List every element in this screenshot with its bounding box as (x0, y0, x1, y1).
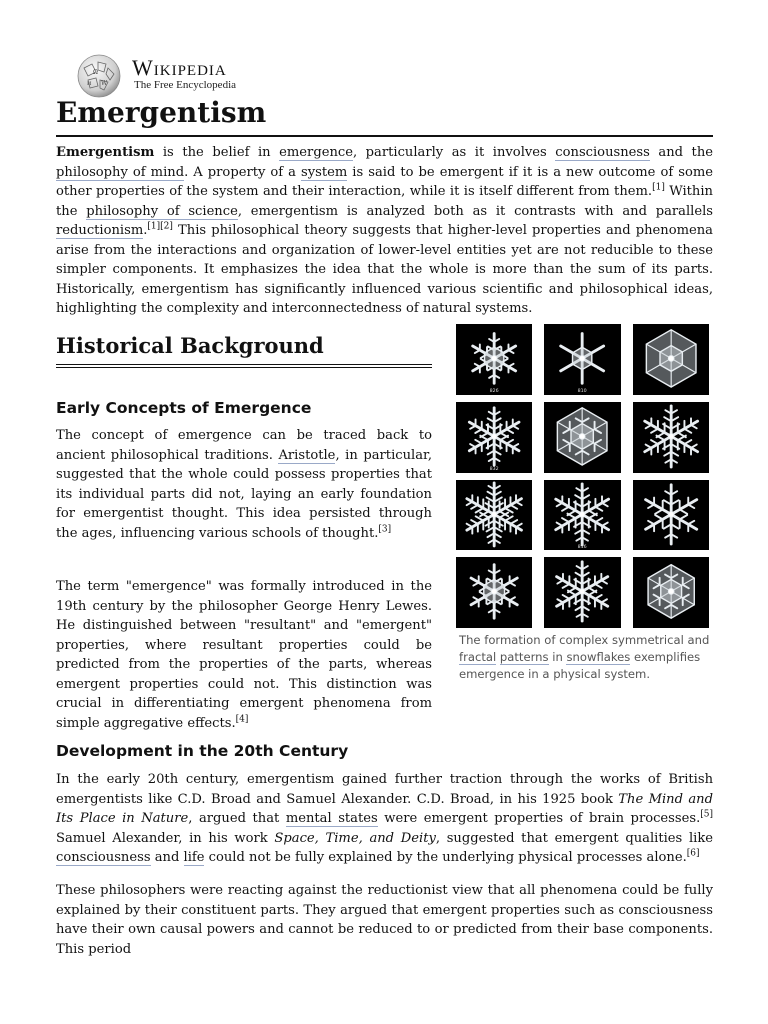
snowflake-icon (633, 402, 709, 473)
caption-text: The formation of complex symmetrical and (459, 633, 710, 647)
link-life[interactable]: life (183, 850, 205, 865)
lead-text: . A property of a (184, 164, 301, 180)
link-snowflakes[interactable]: snowflakes (566, 650, 631, 664)
snowflake-label: 826 (489, 388, 499, 394)
section-heading-historical-background: Historical Background (56, 333, 432, 368)
wordmark[interactable]: Wikipedia (132, 55, 227, 80)
lead-text: and the (649, 145, 714, 160)
tagline: The Free Encyclopedia (134, 79, 237, 91)
work-title: Space, Time, and Deity (274, 830, 436, 846)
svg-text:И: И (87, 81, 92, 87)
ref-1[interactable]: [1] (652, 182, 665, 193)
snowflake-image[interactable] (456, 557, 532, 628)
paragraph-20th-1 (56, 770, 713, 868)
link-mental-states[interactable]: mental states (285, 811, 378, 826)
site-header (74, 52, 374, 98)
lead-text: , particularly as it involves (352, 145, 556, 160)
svg-text:W: W (101, 80, 108, 87)
snowflake-image[interactable] (456, 480, 532, 551)
snowflake-image[interactable] (456, 402, 532, 473)
book-title: The Mind and Its Place in Nature (56, 791, 713, 826)
snowflake-image[interactable] (544, 402, 620, 473)
snowflake-image[interactable] (633, 402, 709, 473)
snowflake-icon (633, 324, 709, 395)
link-consciousness[interactable]: consciousness (555, 145, 650, 160)
para-text: could not be fully explained by the underlying physical processes alone. (204, 850, 687, 865)
link-patterns[interactable]: patterns (499, 650, 549, 664)
snowflake-image[interactable] (544, 557, 620, 628)
para-text: In the early 20th century, emergentism gained further traction through the works of British emergentists like C.D. Broad and Samuel Alexander. C.D. Broad, in his 1925 book (56, 772, 713, 807)
snowflake-icon (544, 557, 620, 628)
paragraph-20th-2: These philosophers were reacting against the reductionist view that all phenomena could be fully explained by their constituent parts. They argued that emergent properties such as consciousness have their own causal powers and cannot be reduced to or predicted from their base components. This period (56, 883, 713, 957)
subheading-20th-century: Development in the 20th Century (56, 742, 349, 760)
lead-text: This philosophical theory suggests that higher-level properties and phenomena arise from the interactions and organization of lower-level entities yet are not reducible to these simpler components. It emphasizes the idea that the whole is more than the sum of its parts. Historically, emergentism has significantly influenced various scientific and philosophical ideas, highlighting the complexity and interconnectedness of natural systems. (56, 223, 713, 316)
snowflake-image[interactable] (544, 480, 620, 551)
snowflake-icon (544, 324, 620, 395)
paragraph-early-1 (56, 426, 432, 543)
para-text: Samuel Alexander, in his work (56, 830, 275, 846)
link-consciousness-2[interactable]: consciousness (56, 850, 151, 865)
link-philosophy-of-science[interactable]: philosophy of science (86, 203, 238, 219)
lead-paragraph (56, 143, 713, 319)
link-emergence[interactable]: emergence (279, 145, 353, 160)
page-title: Emergentism (56, 96, 713, 137)
svg-text:Ω: Ω (93, 69, 98, 76)
snowflake-image-grid[interactable] (456, 324, 709, 628)
snowflake-icon (633, 480, 709, 551)
para-text: , argued that (188, 811, 286, 826)
paragraph-early-2 (56, 577, 432, 733)
lead-text: . (143, 223, 148, 238)
link-system[interactable]: system (301, 164, 348, 180)
snowflake-label: 832 (489, 466, 499, 472)
link-philosophy-of-mind[interactable]: philosophy of mind (56, 164, 185, 180)
link-reductionism[interactable]: reductionism (56, 223, 144, 238)
para-text: , suggested that emergent qualities like (435, 830, 713, 846)
para-text: and (150, 850, 184, 865)
para-text: The term "emergence" was formally introduced in the 19th century by the philosopher George Henry Lewes. He distinguished between "resultant" and "emergent" properties, where resultant properties could be predicted from the properties of the parts, whereas emergent properties could not. This distinction was crucial in differentiating emergent phenomena from simple aggregative effects. (56, 579, 432, 731)
snowflake-icon (544, 480, 620, 551)
snowflake-image[interactable] (544, 324, 620, 395)
lead-text: Within the (56, 184, 713, 219)
snowflake-label: 810 (577, 388, 588, 394)
figure-caption (456, 632, 713, 683)
lead-text: is the belief in (154, 145, 280, 160)
snowflake-icon (456, 324, 532, 395)
snowflake-icon (633, 557, 709, 628)
para-text: The concept of emergence can be traced back to ancient philosophical traditions. (56, 428, 432, 463)
lead-term: Emergentism (56, 145, 155, 160)
snowflake-image[interactable] (633, 324, 709, 395)
snowflake-image[interactable] (456, 324, 532, 395)
snowflake-icon (544, 402, 620, 473)
para-text: were emergent properties of brain processes. (377, 811, 701, 826)
link-aristotle[interactable]: Aristotle (278, 447, 336, 463)
ref-6[interactable]: [6] (686, 848, 700, 859)
link-fractal[interactable]: fractal (459, 650, 497, 664)
snowflake-icon (456, 480, 532, 551)
snowflake-icon (456, 402, 532, 473)
para-text: , in particular, suggested that the whole could possess properties that its individual parts did not, laying an early foundation for emergentist thought. This idea persisted through the ages, influencing various schools of thought. (56, 447, 432, 541)
snowflake-label: 816 (577, 544, 588, 550)
subheading-early-concepts: Early Concepts of Emergence (56, 399, 312, 417)
lead-text: , emergentism is analyzed both as it contrasts with and parallels (237, 203, 713, 219)
wikipedia-globe-icon[interactable] (74, 52, 124, 98)
caption-text: in (548, 650, 567, 664)
ref-4[interactable]: [4] (235, 714, 249, 725)
ref-1-2[interactable]: [1][2] (147, 221, 173, 232)
snowflake-image[interactable] (633, 557, 709, 628)
snowflake-image[interactable] (633, 480, 709, 551)
snowflake-icon (456, 557, 532, 628)
snowflake-figure (456, 324, 713, 683)
caption-text: exemplifies emergence in a physical system. (459, 650, 701, 681)
ref-3[interactable]: [3] (378, 524, 392, 535)
lead-text: is said to be emergent if it is a new outcome of some other properties of the system and their interaction, while it is itself different from them. (56, 164, 713, 199)
ref-5[interactable]: [5] (700, 809, 713, 820)
